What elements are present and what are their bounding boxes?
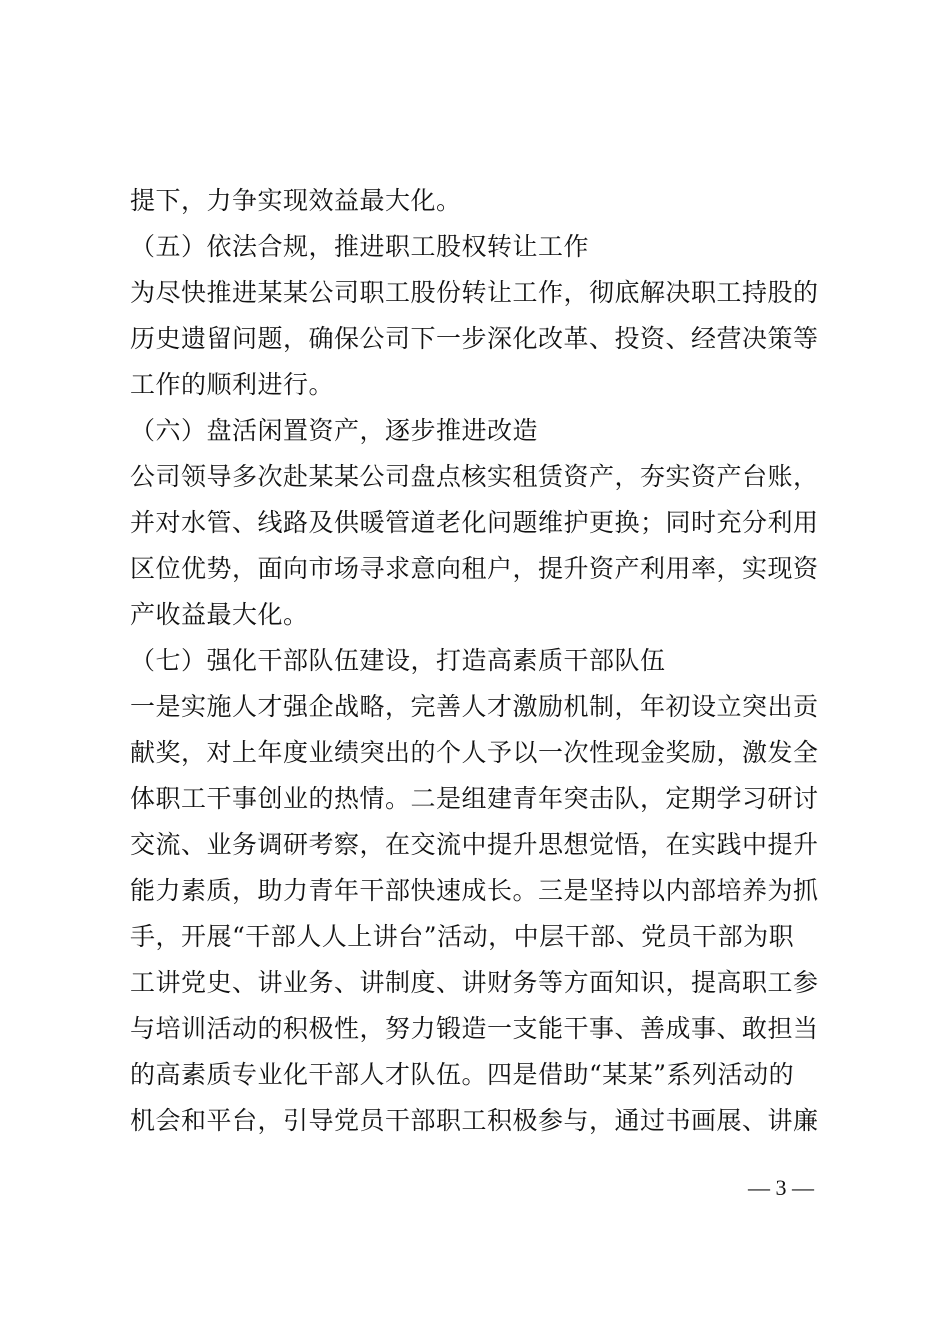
section-heading-6: （六）盘活闲置资产，逐步推进改造 <box>130 416 539 445</box>
text-line: 并对水管、线路及供暖管道老化问题维护更换；同时充分利用 <box>130 508 819 537</box>
text-line: 提下，力争实现效益最大化。 <box>130 186 462 215</box>
text-line: 交流、业务调研考察，在交流中提升思想觉悟，在实践中提升 <box>130 830 819 859</box>
document-body <box>130 178 830 1144</box>
text-line: 的高素质专业化干部人才队伍。四是借助“某某”系列活动的 <box>130 1060 795 1089</box>
text-line: 产收益最大化。 <box>130 600 309 629</box>
text-line: 区位优势，面向市场寻求意向租户，提升资产利用率，实现资 <box>130 554 819 583</box>
text-line: 一是实施人才强企战略，完善人才激励机制，年初设立突出贡 <box>130 692 819 721</box>
text-line: 能力素质，助力青年干部快速成长。三是坚持以内部培养为抓 <box>130 876 819 905</box>
text-line: 与培训活动的积极性，努力锻造一支能干事、善成事、敢担当 <box>130 1014 819 1043</box>
text-line: 机会和平台，引导党员干部职工积极参与，通过书画展、讲廉 <box>130 1106 819 1135</box>
text-line: 为尽快推进某某公司职工股份转让工作，彻底解决职工持股的 <box>130 278 819 307</box>
text-line: 手，开展“干部人人上讲台”活动，中层干部、党员干部为职 <box>130 922 795 951</box>
section-heading-5: （五）依法合规，推进职工股权转让工作 <box>130 232 590 261</box>
text-line: 体职工干事创业的热情。二是组建青年突击队，定期学习研讨 <box>130 784 819 813</box>
page-number: — 3 — <box>748 1175 814 1200</box>
text-line: 献奖，对上年度业绩突出的个人予以一次性现金奖励，激发全 <box>130 738 819 767</box>
section-heading-7: （七）强化干部队伍建设，打造高素质干部队伍 <box>130 646 666 675</box>
text-line: 公司领导多次赴某某公司盘点核实租赁资产，夯实资产台账， <box>130 462 819 491</box>
text-line: 历史遗留问题，确保公司下一步深化改革、投资、经营决策等 <box>130 324 819 353</box>
text-line: 工作的顺利进行。 <box>130 370 335 399</box>
text-line: 工讲党史、讲业务、讲制度、讲财务等方面知识，提高职工参 <box>130 968 819 997</box>
